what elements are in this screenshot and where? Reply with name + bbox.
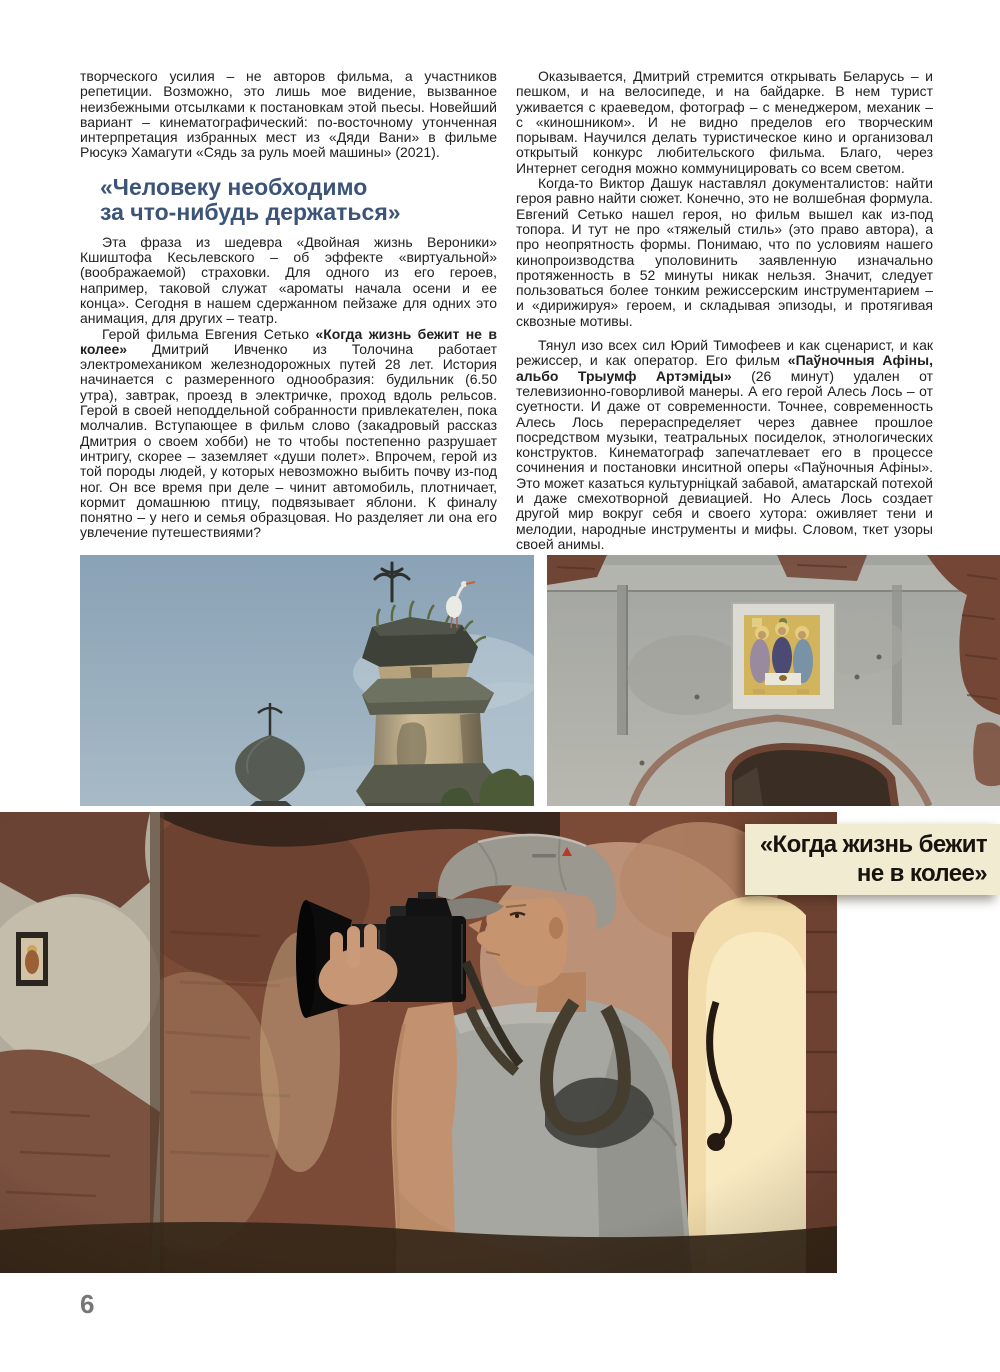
caption-line: «Когда жизнь бежит xyxy=(759,831,987,858)
film-title: «Когда жизнь бежит не в колее» xyxy=(80,325,497,357)
trinity-icon xyxy=(732,603,835,710)
section-heading xyxy=(80,175,497,225)
photo-church-tower xyxy=(80,555,534,806)
heading-line: «Человеку необходимо xyxy=(100,173,368,200)
brick-wall-illustration xyxy=(547,555,1000,806)
paragraph: Тянул изо всех сил Юрий Тимофеев и как сценарист, и как режиссер, и как оператор. Его фильм «Паўночныя Афіны, альбо Трыумф Артэміды» (26 минут) удален от телевизионно-говорливой манеры. А его герой Алесь Лось – от суетности. И даже от современности. Точнее, современность Алесь Лось перераспределяет через давнее прошлое посредством музыки, театральных посиделок, этнологических конструктов. Кинематограф запечатлевает его в процессе сочинения и постановки инситной оперы «Паўночныя Афіны». Это может казаться культурніцкай забавой, аматарскай потехой и даже смехотворной девиацией. Но Алесь Лось создает другой мир вокруг себя и своего хутора: оживляет тени и мелодии, народные инструменты и мифы. Словом, ткет узоры своей анимы. xyxy=(516,337,933,552)
church-tower-illustration xyxy=(80,555,534,806)
photo-photographer xyxy=(0,812,837,1273)
left-column xyxy=(80,69,497,552)
caption-line: не в колее» xyxy=(856,860,987,887)
photo-ruins-icon xyxy=(547,555,1000,806)
paragraph: Когда-то Виктор Дашук наставлял документалистов: найти героя равно найти сюжет. Конечно, это не волшебная формула. Евгений Сетько нашел героя, но фильм вышел как из-под топора. И тут не про «тяжелый стиль» (это право автора), а про неопрятность формы. Понимаю, что по условиям нашего кинопроизводства уполовинить заявленную изначально протяженность в 52 минуты никак нельзя. Значит, следует пользоваться более тонким режиссерским инструментарием – и «дирижируя» героем, и складывая эпизоды, и протягивая сквозные мотивы. xyxy=(516,175,933,329)
right-column xyxy=(516,69,933,552)
paragraph: Оказывается, Дмитрий стремится открывать Беларусь – и пешком, и на велосипеде, и на байдарке. В нем турист уживается с краеведом, фотограф – с менеджером, механик – с «киношником». И не видно пределов его творческим порывам. Научился делать туристическое кино и организовал открытый конкурс любительского фильма. Благо, через Интернет сегодня можно коммуницировать со всем светом. xyxy=(516,68,933,176)
film-title: «Паўночныя Афіны, альбо Трыумф Артэміды» xyxy=(516,352,933,384)
page-number: 6 xyxy=(80,1289,95,1319)
article-body xyxy=(80,69,933,552)
photographer-illustration xyxy=(0,812,837,1273)
heading-line: за что-нибудь держаться» xyxy=(100,198,401,225)
paragraph: творческого усилия – не авторов фильма, а участников репетиции. Возможно, это лишь мое видение, вызванное неизбежными отсылками к постановкам этой пьесы. Новейший вариант – кинематографический: по-восточному утонченная интерпретация избранных мест из «Дяди Вани» в фильме Рюсукэ Хамагути «Сядь за руль моей машины» (2021). xyxy=(80,68,497,161)
paragraph: Герой фильма Евгения Сетько «Когда жизнь бежит не в колее» Дмитрий Ивченко из Толочина работает электромехаником железнодорожных путей 28 лет. История начинается с размеренного однообразия: будильник (6.50 утра), завтрак, проезд в электричке, проход вдоль рельсов. Герой в своей неподдельной собранности привлекателен, пока молчалив. Вступающее в фильм слово (закадровый рассказ Дмитрия о своем хобби) не то чтобы постепенно разрушает интригу, скорее – заземляет «души полет». Впрочем, герой из той породы людей, у которых невозможно выбить почву из-под ног. Он все время при деле – чинит автомобиль, плотничает, кормит домашнюю птицу, подвязывает яблони. К финалу понятно – у него и семья образцовая. Но разделяет ли она его увлечение путешествиями? xyxy=(80,325,497,541)
paragraph: Эта фраза из шедевра «Двойная жизнь Вероники» Кшиштофа Кесьлевского – об эффекте «виртуальной» (воображаемой) страховки. Для одного из его героев, например, таковой служат «ароматы начала осени и ее конца». Сегодня в нашем сдержанном пейзаже для одних это анимация, для других – театр. xyxy=(80,233,497,327)
film-title-caption xyxy=(745,824,1000,895)
